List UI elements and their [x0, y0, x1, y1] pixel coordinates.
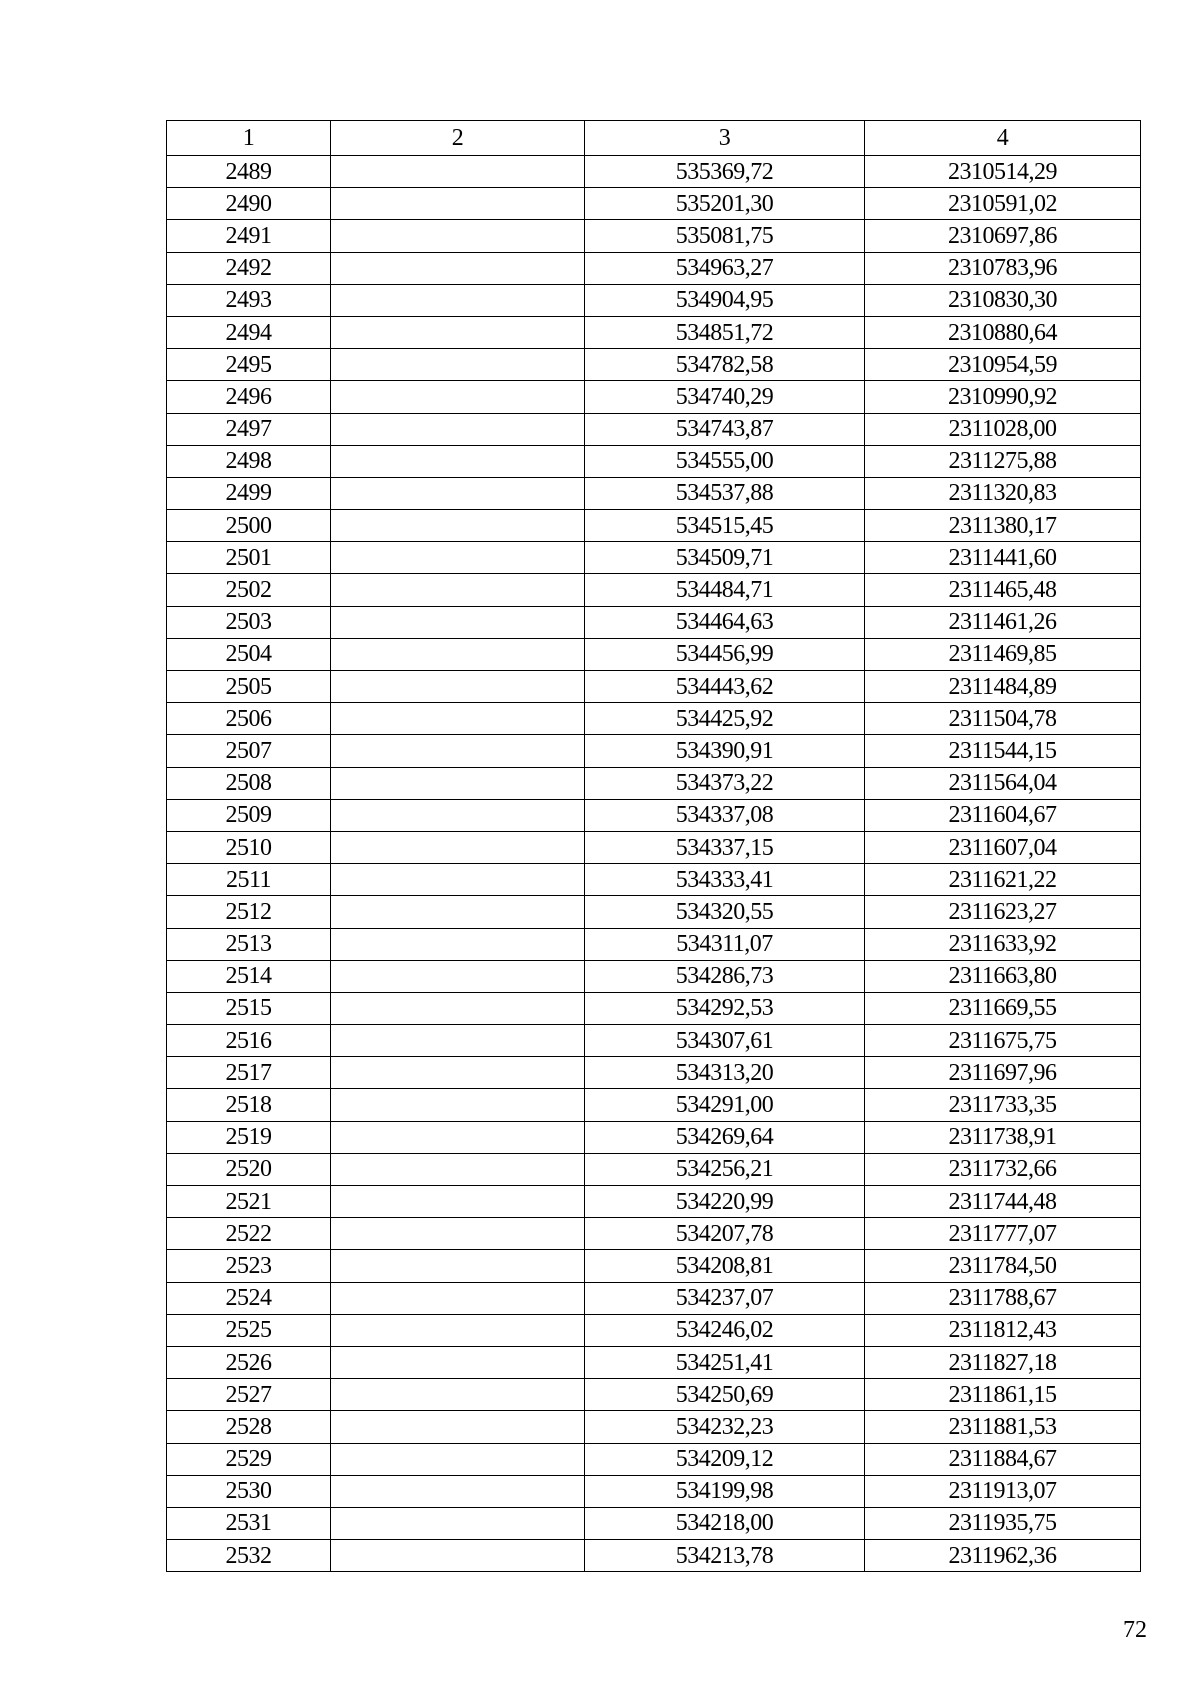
point-number-cell: 2518	[167, 1089, 331, 1121]
description-cell	[331, 574, 585, 606]
coordinate-y-cell: 2311633,92	[865, 928, 1141, 960]
description-cell	[331, 156, 585, 188]
description-cell	[331, 735, 585, 767]
point-number-cell: 2499	[167, 477, 331, 509]
description-cell	[331, 252, 585, 284]
coordinate-y-cell: 2310954,59	[865, 349, 1141, 381]
coordinate-x-cell: 534269,64	[585, 1121, 865, 1153]
coordinate-y-cell: 2311275,88	[865, 445, 1141, 477]
point-number-cell: 2490	[167, 188, 331, 220]
table-row	[167, 928, 1141, 960]
coordinate-x-cell: 534509,71	[585, 542, 865, 574]
coordinate-x-cell: 534851,72	[585, 316, 865, 348]
coordinate-y-cell: 2311669,55	[865, 992, 1141, 1024]
table-row	[167, 574, 1141, 606]
table-row	[167, 413, 1141, 445]
coordinate-x-cell: 534232,23	[585, 1411, 865, 1443]
coordinate-y-cell: 2311777,07	[865, 1218, 1141, 1250]
description-cell	[331, 477, 585, 509]
coordinate-x-cell: 535369,72	[585, 156, 865, 188]
point-number-cell: 2531	[167, 1507, 331, 1539]
table-row	[167, 445, 1141, 477]
coordinate-y-cell: 2311028,00	[865, 413, 1141, 445]
description-cell	[331, 767, 585, 799]
coordinate-x-cell: 534904,95	[585, 284, 865, 316]
coordinate-y-cell: 2311504,78	[865, 703, 1141, 735]
point-number-cell: 2503	[167, 606, 331, 638]
description-cell	[331, 799, 585, 831]
point-number-cell: 2520	[167, 1153, 331, 1185]
point-number-cell: 2513	[167, 928, 331, 960]
description-cell	[331, 638, 585, 670]
point-number-cell: 2491	[167, 220, 331, 252]
description-cell	[331, 1153, 585, 1185]
coordinate-x-cell: 535081,75	[585, 220, 865, 252]
table-row	[167, 477, 1141, 509]
table-row	[167, 1153, 1141, 1185]
table-header-row	[167, 121, 1141, 156]
point-number-cell: 2524	[167, 1282, 331, 1314]
table-row	[167, 1250, 1141, 1282]
table-row	[167, 188, 1141, 220]
coordinate-y-cell: 2311623,27	[865, 896, 1141, 928]
coordinate-y-cell: 2311861,15	[865, 1379, 1141, 1411]
point-number-cell: 2498	[167, 445, 331, 477]
coordinate-y-cell: 2311663,80	[865, 960, 1141, 992]
table-row	[167, 1379, 1141, 1411]
coordinate-y-cell: 2311465,48	[865, 574, 1141, 606]
table-row	[167, 284, 1141, 316]
coordinate-y-cell: 2310591,02	[865, 188, 1141, 220]
coordinate-y-cell: 2310830,30	[865, 284, 1141, 316]
coordinate-x-cell: 534740,29	[585, 381, 865, 413]
coordinate-x-cell: 534456,99	[585, 638, 865, 670]
table-row	[167, 799, 1141, 831]
coordinate-x-cell: 534743,87	[585, 413, 865, 445]
coordinate-y-cell: 2311604,67	[865, 799, 1141, 831]
table-row	[167, 220, 1141, 252]
description-cell	[331, 1282, 585, 1314]
table-row	[167, 638, 1141, 670]
point-number-cell: 2505	[167, 671, 331, 703]
description-cell	[331, 1379, 585, 1411]
table-row	[167, 1089, 1141, 1121]
coordinate-y-cell: 2311788,67	[865, 1282, 1141, 1314]
coordinate-y-cell: 2311884,67	[865, 1443, 1141, 1475]
coordinate-y-cell: 2311320,83	[865, 477, 1141, 509]
description-cell	[331, 960, 585, 992]
coordinates-table	[166, 120, 1141, 1572]
table-row	[167, 252, 1141, 284]
coordinate-x-cell: 534251,41	[585, 1346, 865, 1378]
description-cell	[331, 316, 585, 348]
point-number-cell: 2525	[167, 1314, 331, 1346]
table-row	[167, 960, 1141, 992]
point-number-cell: 2519	[167, 1121, 331, 1153]
coordinate-x-cell: 534208,81	[585, 1250, 865, 1282]
point-number-cell: 2493	[167, 284, 331, 316]
table-row	[167, 831, 1141, 863]
table-row	[167, 1475, 1141, 1507]
table-row	[167, 542, 1141, 574]
coordinate-y-cell: 2311738,91	[865, 1121, 1141, 1153]
description-cell	[331, 1411, 585, 1443]
coordinate-y-cell: 2311697,96	[865, 1057, 1141, 1089]
table-row	[167, 606, 1141, 638]
coordinate-y-cell: 2311564,04	[865, 767, 1141, 799]
coordinate-y-cell: 2311733,35	[865, 1089, 1141, 1121]
column-header-2: 2	[331, 121, 585, 156]
coordinate-x-cell: 534373,22	[585, 767, 865, 799]
coordinate-y-cell: 2311544,15	[865, 735, 1141, 767]
coordinate-x-cell: 534311,07	[585, 928, 865, 960]
coordinate-y-cell: 2311469,85	[865, 638, 1141, 670]
point-number-cell: 2527	[167, 1379, 331, 1411]
table-row	[167, 1282, 1141, 1314]
table-row	[167, 1411, 1141, 1443]
description-cell	[331, 188, 585, 220]
description-cell	[331, 1025, 585, 1057]
description-cell	[331, 671, 585, 703]
coordinate-x-cell: 534207,78	[585, 1218, 865, 1250]
coordinate-y-cell: 2311607,04	[865, 831, 1141, 863]
description-cell	[331, 1121, 585, 1153]
point-number-cell: 2526	[167, 1346, 331, 1378]
point-number-cell: 2517	[167, 1057, 331, 1089]
table-row	[167, 1057, 1141, 1089]
coordinate-x-cell: 534537,88	[585, 477, 865, 509]
point-number-cell: 2501	[167, 542, 331, 574]
coordinate-x-cell: 534218,00	[585, 1507, 865, 1539]
coordinate-x-cell: 534292,53	[585, 992, 865, 1024]
table-row	[167, 767, 1141, 799]
coordinate-x-cell: 534313,20	[585, 1057, 865, 1089]
coordinate-y-cell: 2311881,53	[865, 1411, 1141, 1443]
description-cell	[331, 831, 585, 863]
table-row	[167, 510, 1141, 542]
coordinate-y-cell: 2310514,29	[865, 156, 1141, 188]
description-cell	[331, 1346, 585, 1378]
table-row	[167, 703, 1141, 735]
point-number-cell: 2530	[167, 1475, 331, 1507]
coordinate-x-cell: 534337,15	[585, 831, 865, 863]
table-row	[167, 156, 1141, 188]
description-cell	[331, 1218, 585, 1250]
table-row	[167, 1186, 1141, 1218]
coordinate-x-cell: 534782,58	[585, 349, 865, 381]
table-row	[167, 1218, 1141, 1250]
coordinate-x-cell: 534963,27	[585, 252, 865, 284]
coordinate-x-cell: 534425,92	[585, 703, 865, 735]
coordinate-y-cell: 2311827,18	[865, 1346, 1141, 1378]
point-number-cell: 2494	[167, 316, 331, 348]
column-header-1: 1	[167, 121, 331, 156]
coordinate-x-cell: 534291,00	[585, 1089, 865, 1121]
coordinate-y-cell: 2311732,66	[865, 1153, 1141, 1185]
coordinate-x-cell: 534250,69	[585, 1379, 865, 1411]
description-cell	[331, 413, 585, 445]
description-cell	[331, 928, 585, 960]
description-cell	[331, 445, 585, 477]
coordinate-x-cell: 534443,62	[585, 671, 865, 703]
table-row	[167, 671, 1141, 703]
point-number-cell: 2515	[167, 992, 331, 1024]
point-number-cell: 2528	[167, 1411, 331, 1443]
coordinate-y-cell: 2311675,75	[865, 1025, 1141, 1057]
table-row	[167, 1121, 1141, 1153]
description-cell	[331, 1443, 585, 1475]
point-number-cell: 2512	[167, 896, 331, 928]
coordinate-x-cell: 534286,73	[585, 960, 865, 992]
column-header-3: 3	[585, 121, 865, 156]
coordinate-y-cell: 2311784,50	[865, 1250, 1141, 1282]
description-cell	[331, 606, 585, 638]
point-number-cell: 2523	[167, 1250, 331, 1282]
coordinate-y-cell: 2311484,89	[865, 671, 1141, 703]
point-number-cell: 2507	[167, 735, 331, 767]
point-number-cell: 2500	[167, 510, 331, 542]
coordinate-y-cell: 2310783,96	[865, 252, 1141, 284]
description-cell	[331, 1475, 585, 1507]
point-number-cell: 2506	[167, 703, 331, 735]
description-cell	[331, 1540, 585, 1572]
coordinate-x-cell: 534199,98	[585, 1475, 865, 1507]
description-cell	[331, 992, 585, 1024]
description-cell	[331, 1089, 585, 1121]
table-row	[167, 1540, 1141, 1572]
coordinate-x-cell: 534555,00	[585, 445, 865, 477]
description-cell	[331, 1250, 585, 1282]
point-number-cell: 2492	[167, 252, 331, 284]
point-number-cell: 2508	[167, 767, 331, 799]
coordinate-y-cell: 2311913,07	[865, 1475, 1141, 1507]
description-cell	[331, 220, 585, 252]
point-number-cell: 2516	[167, 1025, 331, 1057]
coordinate-x-cell: 534246,02	[585, 1314, 865, 1346]
table-row	[167, 1025, 1141, 1057]
table-row	[167, 864, 1141, 896]
table-row	[167, 1443, 1141, 1475]
point-number-cell: 2489	[167, 156, 331, 188]
description-cell	[331, 1186, 585, 1218]
coordinate-x-cell: 534256,21	[585, 1153, 865, 1185]
table-row	[167, 349, 1141, 381]
description-cell	[331, 1314, 585, 1346]
table-row	[167, 381, 1141, 413]
coordinate-y-cell: 2310697,86	[865, 220, 1141, 252]
point-number-cell: 2495	[167, 349, 331, 381]
coordinate-y-cell: 2311441,60	[865, 542, 1141, 574]
coordinate-x-cell: 534237,07	[585, 1282, 865, 1314]
coordinate-x-cell: 534333,41	[585, 864, 865, 896]
coordinate-x-cell: 534307,61	[585, 1025, 865, 1057]
coordinate-x-cell: 534484,71	[585, 574, 865, 606]
point-number-cell: 2521	[167, 1186, 331, 1218]
page-number: 72	[1123, 1617, 1147, 1643]
table-row	[167, 1314, 1141, 1346]
table-row	[167, 1346, 1141, 1378]
coordinate-x-cell: 534213,78	[585, 1540, 865, 1572]
point-number-cell: 2511	[167, 864, 331, 896]
coordinate-y-cell: 2310990,92	[865, 381, 1141, 413]
coordinate-y-cell: 2311935,75	[865, 1507, 1141, 1539]
point-number-cell: 2504	[167, 638, 331, 670]
description-cell	[331, 1507, 585, 1539]
table-body	[167, 156, 1141, 1572]
coordinate-y-cell: 2311744,48	[865, 1186, 1141, 1218]
point-number-cell: 2497	[167, 413, 331, 445]
coordinate-x-cell: 534209,12	[585, 1443, 865, 1475]
table-row	[167, 735, 1141, 767]
coordinate-y-cell: 2311380,17	[865, 510, 1141, 542]
description-cell	[331, 381, 585, 413]
point-number-cell: 2496	[167, 381, 331, 413]
description-cell	[331, 1057, 585, 1089]
table-row	[167, 1507, 1141, 1539]
table-row	[167, 896, 1141, 928]
description-cell	[331, 703, 585, 735]
description-cell	[331, 864, 585, 896]
coordinate-x-cell: 534337,08	[585, 799, 865, 831]
point-number-cell: 2510	[167, 831, 331, 863]
coordinate-y-cell: 2311812,43	[865, 1314, 1141, 1346]
coordinate-y-cell: 2311962,36	[865, 1540, 1141, 1572]
description-cell	[331, 349, 585, 381]
point-number-cell: 2509	[167, 799, 331, 831]
description-cell	[331, 284, 585, 316]
coordinate-y-cell: 2311621,22	[865, 864, 1141, 896]
point-number-cell: 2522	[167, 1218, 331, 1250]
point-number-cell: 2514	[167, 960, 331, 992]
coordinate-y-cell: 2311461,26	[865, 606, 1141, 638]
coordinate-x-cell: 534220,99	[585, 1186, 865, 1218]
description-cell	[331, 510, 585, 542]
column-header-4: 4	[865, 121, 1141, 156]
description-cell	[331, 542, 585, 574]
coordinate-x-cell: 535201,30	[585, 188, 865, 220]
point-number-cell: 2502	[167, 574, 331, 606]
coordinate-x-cell: 534464,63	[585, 606, 865, 638]
point-number-cell: 2529	[167, 1443, 331, 1475]
coordinate-x-cell: 534320,55	[585, 896, 865, 928]
table-row	[167, 992, 1141, 1024]
point-number-cell: 2532	[167, 1540, 331, 1572]
description-cell	[331, 896, 585, 928]
coordinate-x-cell: 534515,45	[585, 510, 865, 542]
coordinate-y-cell: 2310880,64	[865, 316, 1141, 348]
table-row	[167, 316, 1141, 348]
coordinate-x-cell: 534390,91	[585, 735, 865, 767]
